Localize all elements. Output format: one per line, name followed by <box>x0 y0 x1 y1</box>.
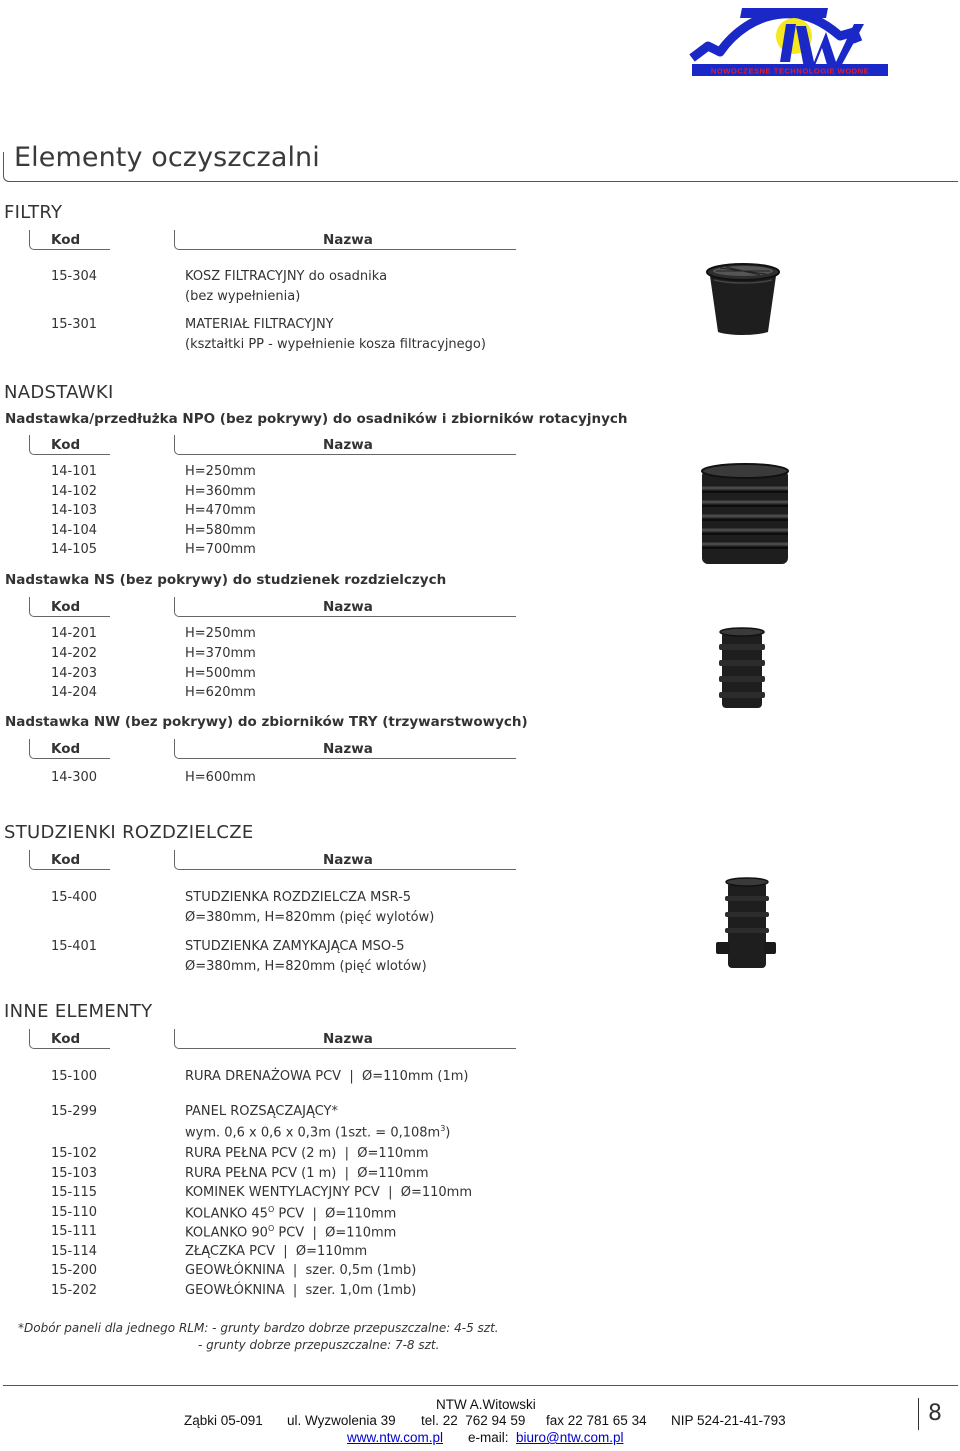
table-header <box>29 850 516 872</box>
footer-fax: fax 22 781 65 34 <box>546 1413 647 1428</box>
subsection-heading-ns: Nadstawka NS (bez pokrywy) do studzienek rozdzielczych <box>5 572 447 588</box>
product-name <box>185 1224 396 1240</box>
product-code: 14-300 <box>51 770 98 785</box>
table-header <box>29 739 516 761</box>
panel-dimensions: wym. 0,6 x 0,6 x 0,3m (1szt. = 0,108m <box>185 1125 441 1141</box>
elbow-spec: PCV | Ø=110mm <box>274 1225 397 1241</box>
product-name: GEOWŁÓKNINA | szer. 1,0m (1mb) <box>185 1283 417 1298</box>
product-name: H=360mm <box>185 484 256 499</box>
cubic-superscript: 3 <box>440 1124 446 1133</box>
product-name: STUDZIENKA ZAMYKAJĄCA MSO-5 <box>185 939 405 954</box>
footnote-line-1: *Dobór paneli dla jednego RLM: - grunty bardzo dobrze przepuszczalne: 4-5 szt. <box>18 1321 499 1335</box>
table-header <box>29 1029 516 1051</box>
product-code: 14-204 <box>51 685 98 700</box>
page-number: 8 <box>928 1401 942 1426</box>
footer-website-link[interactable]: www.ntw.com.pl <box>347 1430 444 1445</box>
footer-city: Ząbki 05-091 <box>184 1413 263 1428</box>
logo-swoosh <box>692 14 858 58</box>
product-code: 15-114 <box>51 1244 98 1259</box>
header-code-label: Kod <box>51 599 81 615</box>
filter-basket-image <box>700 258 786 338</box>
footer-email-link[interactable]: biuro@ntw.com.pl <box>516 1430 624 1445</box>
header-code-label: Kod <box>51 1031 81 1047</box>
footer-nip: NIP 524-21-41-793 <box>671 1413 786 1428</box>
product-name: RURA PEŁNA PCV (1 m) | Ø=110mm <box>185 1166 429 1181</box>
product-name: PANEL ROZSĄCZAJĄCY* <box>185 1104 338 1119</box>
product-code: 14-105 <box>51 542 98 557</box>
product-name: H=250mm <box>185 464 256 479</box>
product-code: 14-202 <box>51 646 98 661</box>
header-name-label: Nazwa <box>323 232 373 248</box>
footer-street: ul. Wyzwolenia 39 <box>287 1413 396 1428</box>
product-description: Ø=380mm, H=820mm (pięć wylotów) <box>185 910 435 925</box>
product-code: 14-201 <box>51 626 98 641</box>
product-description <box>185 1124 450 1140</box>
product-description: (bez wypełnienia) <box>185 289 301 304</box>
product-name: STUDZIENKA ROZDZIELCZA MSR-5 <box>185 890 412 905</box>
header-name-label: Nazwa <box>323 437 373 453</box>
product-code: 15-400 <box>51 890 98 905</box>
product-code: 15-202 <box>51 1283 98 1298</box>
footer-company: NTW A.Witowski <box>436 1397 536 1412</box>
table-header <box>29 230 516 252</box>
product-code: 15-111 <box>51 1224 98 1239</box>
product-code: 15-103 <box>51 1166 98 1181</box>
logo-tagline: NOWOCZESNE TECHNOLOGIE WODNE <box>710 66 870 76</box>
header-code-label: Kod <box>51 741 81 757</box>
product-code: 15-299 <box>51 1104 98 1119</box>
product-name: H=500mm <box>185 666 256 681</box>
panel-dimensions-close: ) <box>445 1125 451 1141</box>
header-code-label: Kod <box>51 232 81 248</box>
elbow-spec: PCV | Ø=110mm <box>274 1206 397 1222</box>
product-code: 15-401 <box>51 939 98 954</box>
product-name: H=250mm <box>185 626 256 641</box>
subsection-heading-npo: Nadstawka/przedłużka NPO (bez pokrywy) do osadników i zbiorników rotacyjnych <box>5 411 628 427</box>
extension-ns-image <box>716 626 768 710</box>
company-logo <box>686 2 892 78</box>
subsection-heading-nw: Nadstawka NW (bez pokrywy) do zbiorników TRY (trzywarstwowych) <box>5 714 528 730</box>
table-header <box>29 597 516 619</box>
product-name: RURA PEŁNA PCV (2 m) | Ø=110mm <box>185 1146 429 1161</box>
product-name: H=370mm <box>185 646 256 661</box>
product-name: H=600mm <box>185 770 256 785</box>
section-heading-inne: INNE ELEMENTY <box>4 1001 153 1022</box>
header-code-label: Kod <box>51 852 81 868</box>
footer-phone: tel. 22 762 94 59 <box>421 1413 526 1428</box>
distribution-well-image <box>714 876 778 972</box>
product-name: GEOWŁÓKNINA | szer. 0,5m (1mb) <box>185 1263 417 1278</box>
product-description: (kształtki PP - wypełnienie kosza filtracyjnego) <box>185 337 486 352</box>
header-name-label: Nazwa <box>323 599 373 615</box>
product-description: Ø=380mm, H=820mm (pięć wlotów) <box>185 959 427 974</box>
section-heading-nadstawki: NADSTAWKI <box>4 382 114 403</box>
elbow-label: KOLANKO 45 <box>185 1206 268 1222</box>
product-name: H=470mm <box>185 503 256 518</box>
product-code: 15-301 <box>51 317 98 332</box>
product-code: 14-103 <box>51 503 98 518</box>
logo-bar-top <box>740 8 828 18</box>
product-name: MATERIAŁ FILTRACYJNY <box>185 317 334 332</box>
product-name <box>185 1205 396 1221</box>
degree-superscript: O <box>267 1205 275 1214</box>
header-name-label: Nazwa <box>323 1031 373 1047</box>
ntw-logo-graphic <box>686 2 892 78</box>
product-name: H=700mm <box>185 542 256 557</box>
product-code: 15-304 <box>51 269 98 284</box>
product-code: 14-101 <box>51 464 98 479</box>
product-code: 15-110 <box>51 1205 98 1220</box>
header-name-label: Nazwa <box>323 852 373 868</box>
product-code: 15-200 <box>51 1263 98 1278</box>
footer-email-label: e-mail: <box>468 1430 509 1445</box>
footnote-line-2: - grunty dobrze przepuszczalne: 7-8 szt. <box>198 1338 440 1352</box>
product-code: 15-100 <box>51 1069 98 1084</box>
product-name: H=580mm <box>185 523 256 538</box>
degree-superscript: O <box>267 1224 275 1233</box>
product-code: 14-104 <box>51 523 98 538</box>
page-number-divider <box>918 1398 919 1430</box>
product-name: KOMINEK WENTYLACYJNY PCV | Ø=110mm <box>185 1185 472 1200</box>
elbow-label: KOLANKO 90 <box>185 1225 268 1241</box>
product-name: RURA DRENAŻOWA PCV | Ø=110mm (1m) <box>185 1069 469 1084</box>
product-name: KOSZ FILTRACYJNY do osadnika <box>185 269 388 284</box>
page-title: Elementy oczyszczalni <box>14 142 320 173</box>
product-code: 14-203 <box>51 666 98 681</box>
extension-npo-image <box>698 462 792 568</box>
product-code: 15-102 <box>51 1146 98 1161</box>
section-heading-studzienki: STUDZIENKI ROZDZIELCZE <box>4 822 254 843</box>
header-name-label: Nazwa <box>323 741 373 757</box>
product-name: ZŁĄCZKA PCV | Ø=110mm <box>185 1244 368 1259</box>
product-code: 14-102 <box>51 484 98 499</box>
header-code-label: Kod <box>51 437 81 453</box>
product-code: 15-115 <box>51 1185 98 1200</box>
footer-rule <box>3 1385 958 1386</box>
section-heading-filtry: FILTRY <box>4 202 63 223</box>
table-header <box>29 435 516 457</box>
product-name: H=620mm <box>185 685 256 700</box>
